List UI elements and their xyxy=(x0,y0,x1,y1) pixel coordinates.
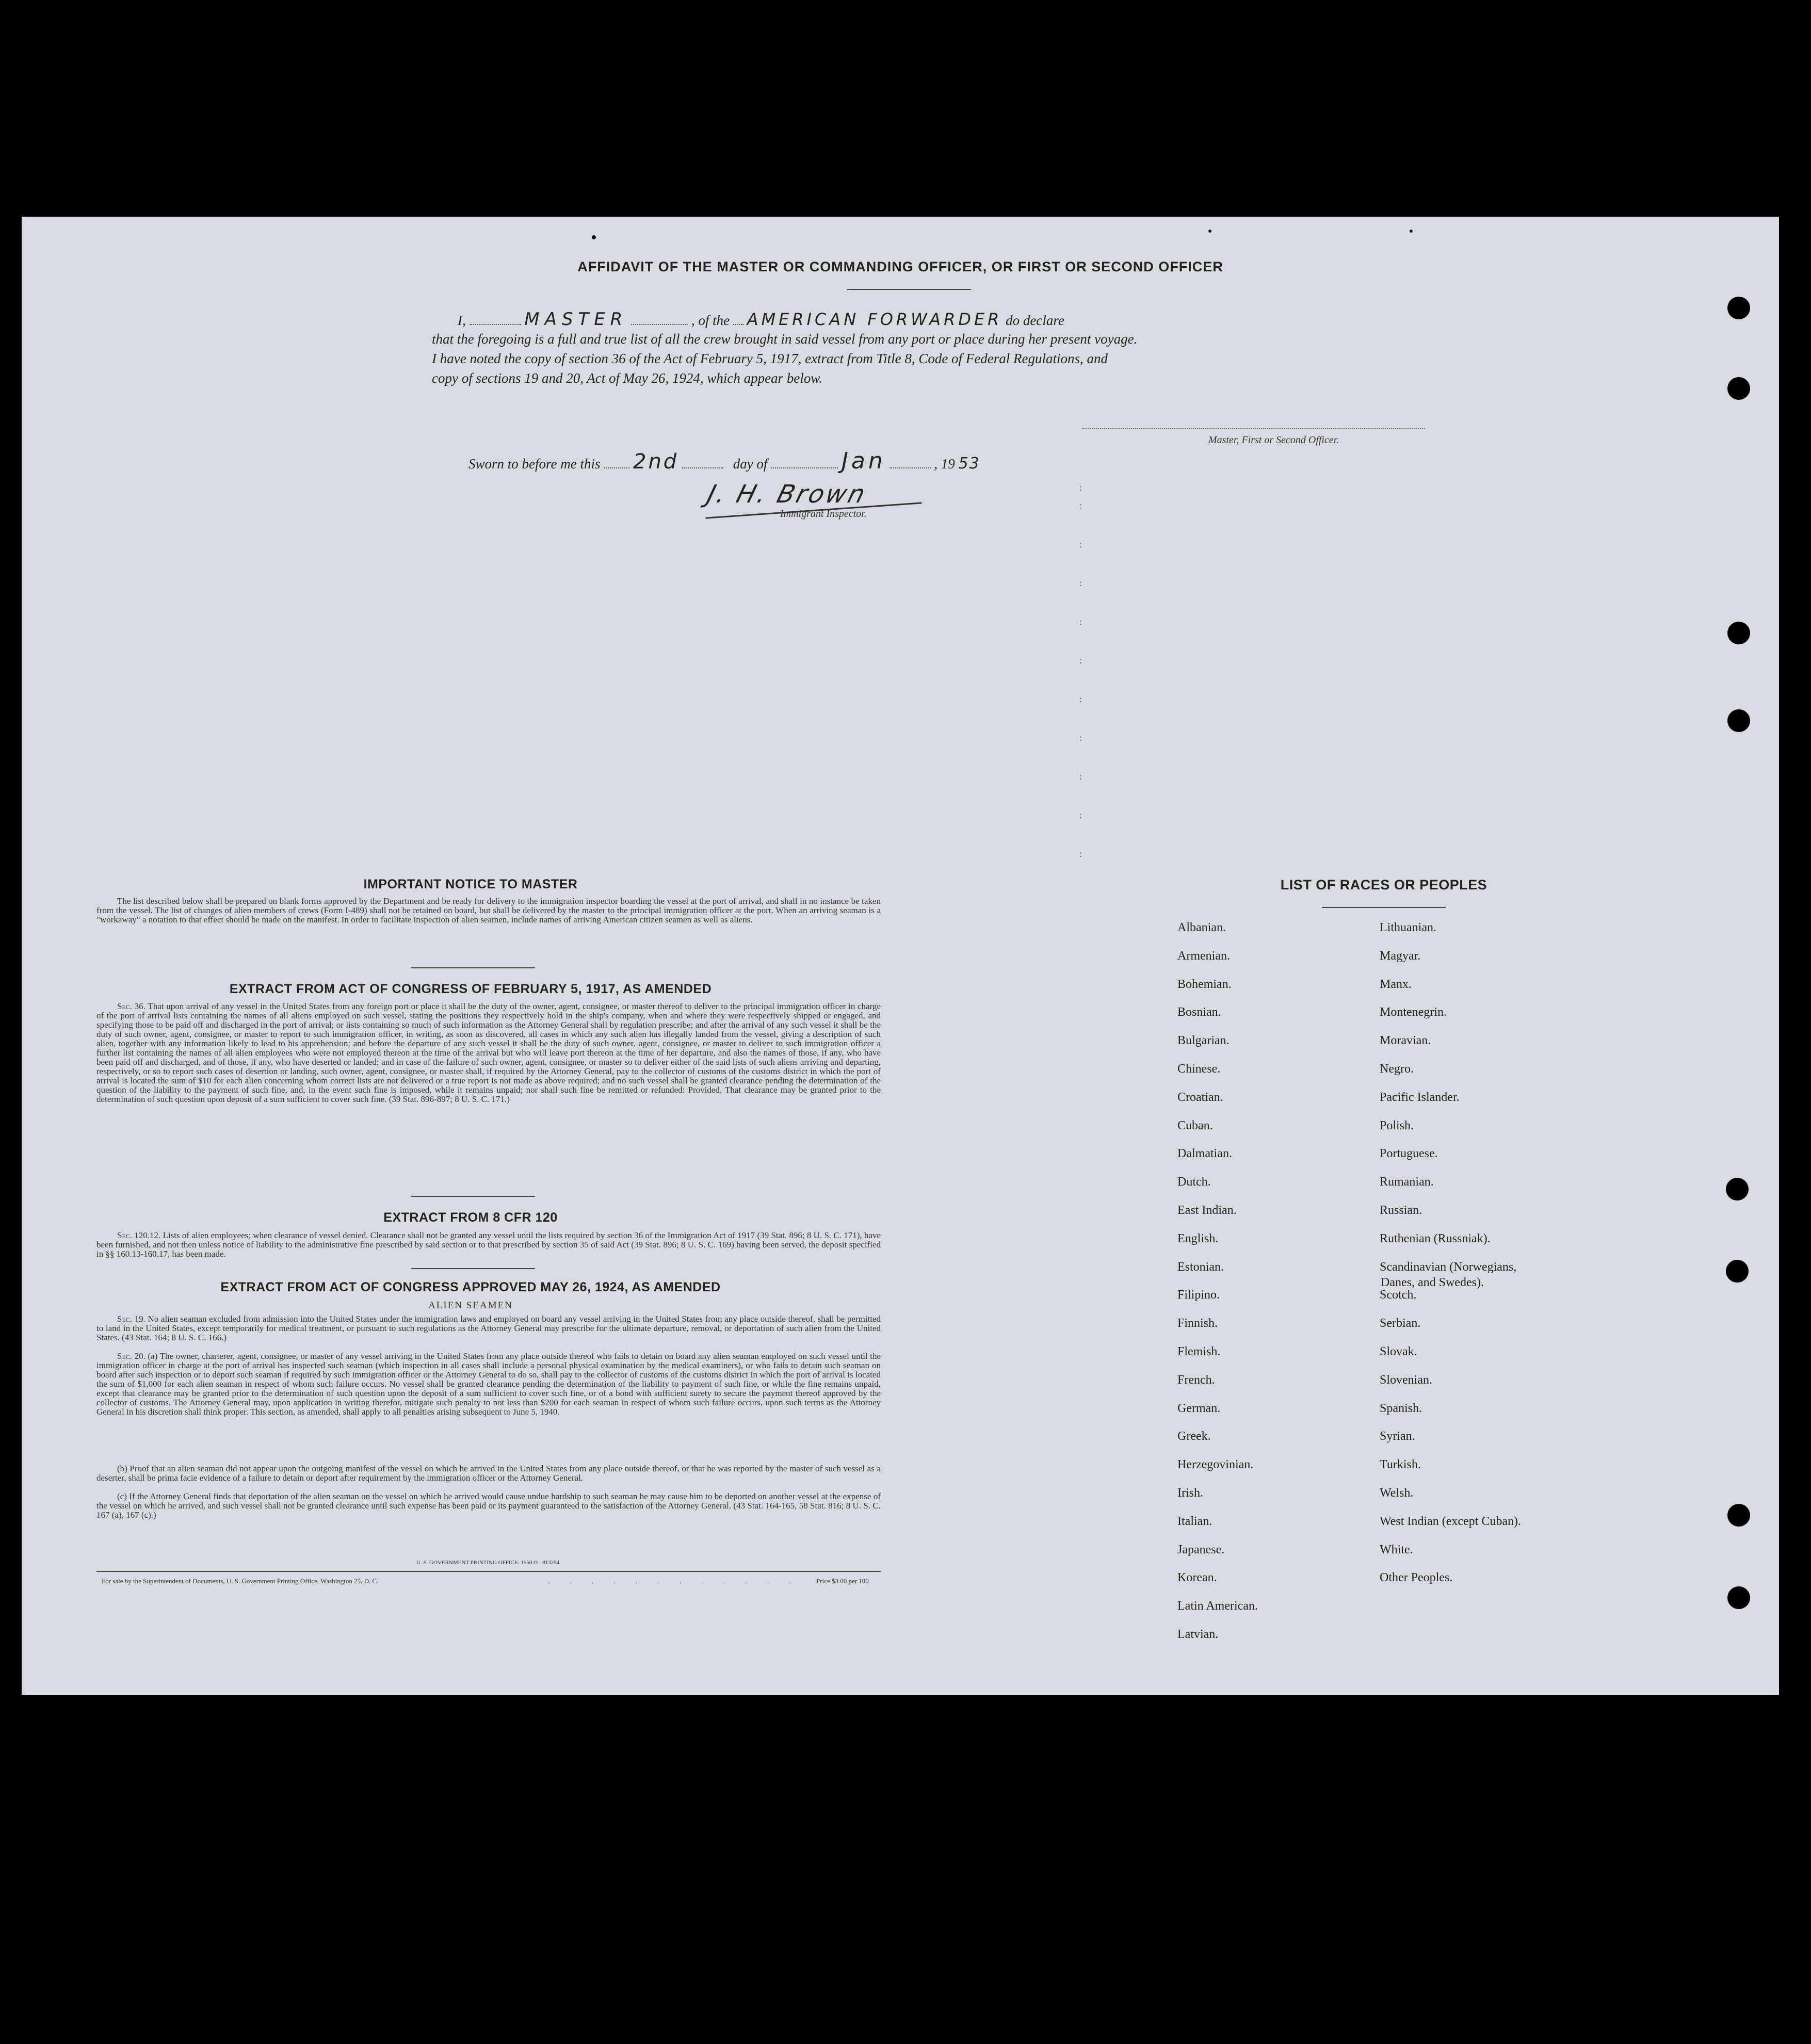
race-item: East Indian. xyxy=(1177,1204,1237,1217)
speck xyxy=(592,235,596,239)
master-signature-label: Master, First or Second Officer. xyxy=(1208,434,1339,446)
binder-hole xyxy=(1727,622,1750,644)
race-item: Armenian. xyxy=(1177,949,1230,963)
race-item: White. xyxy=(1380,1543,1413,1556)
race-item: Korean. xyxy=(1177,1571,1217,1585)
extract-1924-sec20c: (c) If the Attorney General finds that deportation of the alien seaman on the vessel on which he arrived would cause undue hardship to such seaman he may cause him to be deported on another vessel at the expense of the vessel on which he arrived, and such vessel shall not be granted clearance until such expense has been paid or its payment guaranteed to the satisfaction of the Attorney General. (43 Stat. 164-165, 58 Stat. 816; 8 U. S. C. 167 (a), 167 (c).) xyxy=(96,1491,881,1520)
race-item: Scotch. xyxy=(1380,1288,1417,1302)
extract-1924-subheading: ALIEN SEAMEN xyxy=(428,1300,513,1311)
sworn-prefix: Sworn to before me this xyxy=(468,456,601,472)
race-item: French. xyxy=(1177,1373,1215,1387)
race-item: Irish. xyxy=(1177,1486,1203,1500)
race-item: Croatian. xyxy=(1177,1090,1223,1104)
inspector-signature: J. H. Brown xyxy=(704,480,870,509)
speck xyxy=(1410,230,1413,233)
inspector-label: Immigrant Inspector. xyxy=(780,508,867,520)
race-item: Japanese. xyxy=(1177,1543,1225,1556)
race-item: Finnish. xyxy=(1177,1317,1218,1331)
gpo-imprint: U. S. GOVERNMENT PRINTING OFFICE: 1950 O - 813294 xyxy=(416,1560,560,1566)
year-handwritten: 53 xyxy=(958,455,980,473)
race-item: Cuban. xyxy=(1177,1118,1213,1132)
race-item: Rumanian. xyxy=(1380,1175,1434,1189)
race-item: Greek. xyxy=(1177,1430,1211,1443)
races-divider xyxy=(1322,907,1446,908)
race-item: Filipino. xyxy=(1177,1288,1220,1302)
race-item: Other Peoples. xyxy=(1380,1571,1453,1585)
declaration-block xyxy=(432,310,1433,392)
races-heading: LIST OF RACES OR PEOPLES xyxy=(1280,877,1487,893)
race-item: Bosnian. xyxy=(1177,1005,1221,1019)
race-item: Albanian. xyxy=(1177,921,1226,934)
race-item: Moravian. xyxy=(1380,1034,1431,1048)
extract-cfr-body: Lists of alien employees; when clearance of vessel denied. Clearance shall not be granted any vessel until the lists required by section 36 of the Immigration Act of 1917 (39 Stat. 896; 8 U. S. C. 171), have been furnished, and not then unless notice of liability to the administrative fine prescribed by said section or to that prescribed by section 35 of said Act (39 Stat. 896; 8 U. S. C. 169) having been served, the deposit specified in §§ 160.13-160.17, has been made. xyxy=(96,1230,881,1259)
year-prefix: , 19 xyxy=(934,456,955,472)
extract-cfr-sec: Sec. 120.12. xyxy=(117,1230,161,1240)
extract-cfr-divider xyxy=(411,1268,535,1269)
race-item: Ruthenian (Russniak). xyxy=(1380,1231,1491,1245)
declaration-prefix: I, xyxy=(458,313,466,328)
race-item: Manx. xyxy=(1380,977,1412,991)
binder-hole xyxy=(1727,1586,1750,1609)
race-item: Lithuanian. xyxy=(1380,921,1436,934)
race-item: Slovak. xyxy=(1380,1345,1417,1358)
race-item: Syrian. xyxy=(1380,1430,1415,1443)
notice-divider xyxy=(411,967,535,968)
speck xyxy=(1208,230,1211,233)
race-item: Herzegovinian. xyxy=(1177,1458,1254,1472)
footer-rule xyxy=(96,1571,881,1572)
race-item: Danes, and Swedes). xyxy=(1381,1275,1484,1289)
race-item: Scandinavian (Norwegians, xyxy=(1380,1260,1517,1274)
footer-right: Price $3.00 per 100 xyxy=(816,1577,869,1585)
race-item: Magyar. xyxy=(1380,949,1421,963)
race-item: Russian. xyxy=(1380,1204,1422,1217)
declaration-line-4: copy of sections 19 and 20, Act of May 26, 1924, which appear below. xyxy=(432,370,823,386)
day-of-label: day of xyxy=(733,456,768,472)
race-item: Dalmatian. xyxy=(1177,1147,1232,1161)
master-signature-line xyxy=(1082,428,1425,429)
extract-1917-text xyxy=(96,1002,881,1104)
footer-dots: . . . . . . . . . . . . xyxy=(548,1577,800,1585)
race-item: Negro. xyxy=(1380,1062,1414,1076)
race-item: Dutch. xyxy=(1177,1175,1211,1189)
do-declare-label: do declare xyxy=(1006,313,1064,328)
race-item: Montenegrin. xyxy=(1380,1005,1447,1019)
extract-1917-body: That upon arrival of any vessel in the United States from any foreign port or place it shall be the duty of the owner, agent, consignee, or master thereof to deliver to the principal immigration officer in charge of the port of arrival lists containing the names of all aliens employed on such vessel, stating the positions they respectively hold in the ship's company, when and where they were respectively shipped or engaged, and specifying those to be paid off and discharged in the port of arrival; or lists containing so much of such information as the Attorney General shall by regulation prescribe; and after the arrival of any such vessel it shall be the duty of such owner, agent, consignee, or master to report to such immigration officer, in writing, as soon as discovered, all cases in which any such alien has illegally landed from the vessel, giving a description of such alien, together with any information likely to lead to his apprehension; and before the departure of any such vessel it shall be the duty of such owner, agent, consignee, or master to deliver to such immigration officer a further list containing the names of all alien employees who were not employed thereon at the time of the arrival but who will leave port thereon at the time of her departure, and also the names of those, if any, who have been paid off and discharged, and of those, if any, who have deserted or landed; and in case of the failure of such owner, agent, consignee, or master so to deliver either of the said lists of such aliens arriving and departing, respectively, or so to report such cases of desertion or landing, such owner, agent, consignee, or master shall, if required by the Attorney General, pay to the collector of customs of the customs district in which the port of arrival is located the sum of $10 for each alien concerning whom correct lists are not delivered or a true report is not made as above required; and no such vessel shall be granted clearance pending the determination of the question of the liability to the payment of such fine, and, in the event such fine is imposed, while it remains unpaid; nor shall such fine be remitted or refunded: Provided, That clearance may be granted prior to the determination of such question upon deposit of a sum sufficient to cover such fine. (39 Stat. 896-897; 8 U. S. C. 171.) xyxy=(96,1001,881,1104)
day-handwritten: 2nd xyxy=(633,450,679,474)
vessel-name-handwritten: AMERICAN FORWARDER xyxy=(747,310,1002,329)
notice-text: The list described below shall be prepared on blank forms approved by the Department and be ready for delivery to the immigration inspector boarding the vessel at the port of arrival, and shall in no instance be taken from the vessel. The list of changes of alien members of crews (Form I-489) shall not be retained on board, but shall be delivered by the master to the principal immigration officer at the port. When an arriving seaman is a "workaway" a notation to that effect should be made on the manifest. In order to facilitate inspection of alien seamen, include names of arriving American citizen seamen as well as aliens. xyxy=(96,896,881,924)
race-item: Estonian. xyxy=(1177,1260,1224,1274)
title-divider xyxy=(847,289,971,290)
race-item: Bohemian. xyxy=(1177,977,1232,991)
extract-cfr-heading: EXTRACT FROM 8 CFR 120 xyxy=(383,1210,558,1225)
race-item: Slovenian. xyxy=(1380,1373,1432,1387)
race-item: West Indian (except Cuban). xyxy=(1380,1514,1521,1528)
race-item: Latin American. xyxy=(1177,1599,1258,1613)
binder-hole xyxy=(1727,1504,1750,1527)
race-item: Serbian. xyxy=(1380,1317,1421,1331)
binder-hole xyxy=(1727,709,1750,732)
extract-cfr-text xyxy=(96,1231,881,1259)
race-item: Latvian. xyxy=(1177,1628,1219,1641)
race-item: Pacific Islander. xyxy=(1380,1090,1460,1104)
extract-1924-sec20a: Sec. 20. (a) The owner, charterer, agent, consignee, or master of any vessel arriving in the United States from any place outside thereof who fails to detain on board any alien seaman employed on such vessel until the immigration officer in charge at the port of arrival has inspected such seaman (which inspection in all cases shall include a personal physical examination by the medical examiners), or who fails to detain such seaman on board after such inspection or to deport such seaman if required by such immigration officer or the Attorney General to do so, shall pay to the collector of customs of the customs district in which the port of arrival is located the sum of $1,000 for each alien seaman in respect of whom such failure occurs. No vessel shall be granted clearance pending the determination of the liability to payment of such fine, or while the fine remains unpaid, except that clearance may be granted prior to the determination of such question upon the deposit of a sum sufficient to cover such fine, or of a bond with sufficient surety to secure the payment thereof approved by the collector of customs. The Attorney General may, upon application in writing therefor, mitigate such penalty to not less than $200 for each seaman in respect of whom such failure occurs, upon such terms as the Attorney General in his discretion shall think proper. This section, as amended, shall apply to all penalties arising subsequent to June 5, 1940. xyxy=(96,1351,881,1417)
footer-left: For sale by the Superintendent of Documents, U. S. Government Printing Office, Washington 25, D. C. xyxy=(102,1577,379,1585)
rank-handwritten: MASTER xyxy=(524,309,628,330)
extract-1917-heading: EXTRACT FROM ACT OF CONGRESS OF FEBRUARY 5, 1917, AS AMENDED xyxy=(229,982,712,996)
race-item: Flemish. xyxy=(1177,1345,1221,1358)
race-item: Turkish. xyxy=(1380,1458,1421,1472)
race-item: Portuguese. xyxy=(1380,1147,1438,1161)
extract-1924-sec20b: (b) Proof that an alien seaman did not appear upon the outgoing manifest of the vessel on which he arrived in the United States from any place outside thereof, or that he was reported by the master of such vessel as a deserter, shall be prima facie evidence of a failure to detain or deport after requirement by the immigration officer or the Attorney General. xyxy=(96,1464,881,1483)
of-the-label: , of the xyxy=(691,313,730,328)
declaration-line-3: I have noted the copy of section 36 of the Act of February 5, 1917, extract from Title 8, Code of Federal Regulations, and xyxy=(432,351,1108,366)
race-item: German. xyxy=(1177,1401,1221,1415)
extract-1924-heading: EXTRACT FROM ACT OF CONGRESS APPROVED MAY 26, 1924, AS AMENDED xyxy=(220,1280,721,1294)
form-title: AFFIDAVIT OF THE MASTER OR COMMANDING OFFICER, OR FIRST OR SECOND OFFICER xyxy=(577,259,1223,274)
binder-hole xyxy=(1726,1260,1749,1283)
extract-1917-divider xyxy=(411,1196,535,1197)
race-item: Italian. xyxy=(1177,1514,1212,1528)
race-item: English. xyxy=(1177,1231,1219,1245)
declaration-line-2: that the foregoing is a full and true list of all the crew brought in said vessel from any port or place during her present voyage. xyxy=(432,331,1138,347)
extract-1917-sec: Sec. 36. xyxy=(117,1001,145,1011)
race-item: Chinese. xyxy=(1177,1062,1221,1076)
race-item: Polish. xyxy=(1380,1118,1414,1132)
binder-hole xyxy=(1726,1178,1749,1201)
binder-hole xyxy=(1727,377,1750,400)
binder-hole xyxy=(1727,297,1750,319)
extract-1924-sec19: Sec. 19. No alien seaman excluded from admission into the United States under the immigration laws and employed on board any vessel arriving in the United States from any place outside thereof, shall be permitted to land in the United States, except temporarily for medical treatment, or pursuant to such regulations as the Attorney General may prescribe for the ultimate departure, removal, or deportation of such alien from the United States. (43 Stat. 164; 8 U. S. C. 166.) xyxy=(96,1314,881,1342)
affidavit-form-page: AFFIDAVIT OF THE MASTER OR COMMANDING OFFICER, OR FIRST OR SECOND OFFICER I, MASTER , of the AMERICAN FORWARDER do declare that the foregoing is a full and true list of all the crew brought in said vessel from any port or place during her present voyage. I have noted the copy of section 36 of the Act of February 5, 1917, extract from Title 8, Code of Federal Regulations, and copy of sections 19 and 20, Act of May 26, 1924, which appear below. Master, First or Second Officer. Sworn to before me this 2nd day of Jan , 19 53 J. H. Brown Immigrant Inspector. : : : : : : : : : : : IMPORTANT NOTICE TO MASTER The list described below shall be prepared on blank forms approved by the Department and be ready for delivery to the immigration inspector boarding the vessel at the port of arrival, and shall in no instance be taken from the vessel. The list of changes of alien members of crews (Form I-489) shall not be retained on board, but shall be delivered by the master to the principal immigration officer at the port. When an arriving seaman is a "workaway" a notation to that effect should be made on the manifest. In order to facilitate inspection of alien seamen, include names of arriving American citizen seamen as well as aliens. EXTRACT FROM ACT OF CONGRESS OF FEBRUARY 5, 1917, AS AMENDED Sec. 36. That upon arrival of any vessel in the United States from any foreign port or place it shall be the duty of the owner, agent, consignee, or master thereof to deliver to the principal immigration officer in charge of the port of arrival lists containing the names of all aliens employed on such vessel, stating the positions they respectively hold in the ship's company, when and where they were respectively shipped or engaged, and specifying those to be paid off and discharged in the port of arrival; or lists containing so much of such information as the Attorney General shall by regulation prescribe; and after the arrival of any such vessel it shall be the duty of such owner, agent, consignee, or master to report to such immigration officer, in writing, as soon as discovered, all cases in which any such alien has illegally landed from the vessel, giving a description of such alien, together with any information likely to lead to his apprehension; and before the departure of any such vessel it shall be the duty of such owner, agent, consignee, or master to deliver to such immigration officer a further list containing the names of all alien employees who were not employed thereon at the time of the arrival but who will leave port thereon at the time of her departure, and also the names of those, if any, who have been paid off and discharged, and of those, if any, who have deserted or landed; and in case of the failure of such owner, agent, consignee, or master so to deliver either of the said lists of such aliens arriving and departing, respectively, or so to report such cases of desertion or landing, such owner, agent, consignee, or master shall, if required by the Attorney General, pay to the collector of customs of the customs district in which the port of arrival is located the sum of $10 for each alien concerning whom correct lists are not delivered or a true report is not made as above required; and no such vessel shall be granted clearance pending the determination of the question of the liability to the payment of such fine, and, in the event such fine is imposed, while it remains unpaid; nor shall such fine be remitted or refunded: Provided, That clearance may be granted prior to the determination of such question upon deposit of a sum sufficient to cover such fine. (39 Stat. 896-897; 8 U. S. C. 171.) EXTRACT FROM 8 CFR 120 Sec. 120.12. Lists of alien employees; when clearance of vessel denied. Clearance shall not be granted any vessel until the lists required by section 36 of the Immigration Act of 1917 (39 Stat. 896; 8 U. S. C. 171), have been furnished, and not then unless notice of liability to the administrative fine prescribed by said section or to that prescribed by section 35 of said Act (39 Stat. 896; 8 U. S. C. 169) having been served, the deposit specified in §§ 160.13-160.17, has been made. EXTRACT FROM ACT OF CONGRESS APPROVED MAY 26, 1924, AS AMENDED ALIEN SEAMEN Sec. 19. No alien seaman excluded from admission into the United States under the immigration laws and employed on board any vessel arriving in the United States from any place outside thereof, shall be permitted to land in the United States, except temporarily for medical treatment, or pursuant to such regulations as the Attorney General may prescribe for the ultimate departure, removal, or deportation of such alien from the United States. (43 Stat. 164; 8 U. S. C. 166.) Sec. 20. (a) The owner, charterer, agent, consignee, or master of any vessel arriving in the United States from any place outside thereof who fails to detain on board any alien seaman employed on such vessel until the immigration officer in charge at the port of arrival has inspected such seaman (which inspection in all cases shall include a personal physical examination by the medical examiners), or who fails to detain such seaman on board after such inspection or to deport such seaman if required by such immigration officer or the Attorney General to do so, shall pay to the collector of customs of the customs district in which the port of arrival is located the sum of $1,000 for each alien seaman in respect of whom such failure occurs. No vessel shall be granted clearance pending the determination of the liability to payment of such fine, or while the fine remains unpaid, except that clearance may be granted prior to the determination of such question upon the deposit of a sum sufficient to cover such fine, or of a bond with sufficient surety to secure the payment thereof approved by the collector of customs. The Attorney General may, upon application in writing therefor, mitigate such penalty to not less than $200 for each seaman in respect of whom such failure occurs, upon such terms as the Attorney General in his discretion shall think proper. This section, as amended, shall apply to all penalties arising subsequent to June 5, 1940. (b) Proof that an alien seaman did not appear upon the outgoing manifest of the vessel on which he arrived in the United States from any place outside thereof, or that he was reported by the master of such vessel as a deserter, shall be prima facie evidence of a failure to detain or deport after requirement by the immigration officer or the Attorney General. (c) If the Attorney General finds that deportation of the alien seaman on the vessel on which he arrived would cause undue hardship to such seaman he may cause him to be deported on another vessel at the expense of the vessel on which he arrived, and such vessel shall not be granted clearance until such expense has been paid or its payment guaranteed to the satisfaction of the Attorney General. (43 Stat. 164-165, 58 Stat. 816; 8 U. S. C. 167 (a), 167 (c).) U. S. GOVERNMENT PRINTING OFFICE: 1950 O - 813294 For sale by the Superintendent of Documents, U. S. Government Printing Office, Washington 25, D. C. . . . . . . . . . . . . Price $3.00 per 100 LIST OF RACES OR PEOPLES Albanian. Armenian. Bohemian. Bosnian. Bulgarian. Chinese. Croatian. Cuban. Dalmatian. Dutch. East Indian. English. Estonian. Filipino. Finnish. Flemish. French. German. Greek. Herzegovinian. Irish. Italian. Japanese. Korean. Latin American. Latvian. Lithuanian. Magyar. Manx. Montenegrin. Moravian. Negro. Pacific Islander. Polish. Portuguese. Rumanian. Russian. Ruthenian (Russniak). Scandinavian (Norwegians, Danes, and Swedes). Scotch. Serbian. Slovak. Slovenian. Spanish. Syrian. Turkish. Welsh. West Indian (except Cuban). White. Other Peoples. xyxy=(22,217,1779,1695)
month-handwritten: Jan xyxy=(841,448,886,474)
notice-heading: IMPORTANT NOTICE TO MASTER xyxy=(363,877,578,891)
race-item: Spanish. xyxy=(1380,1401,1422,1415)
race-item: Welsh. xyxy=(1380,1486,1414,1500)
race-item: Bulgarian. xyxy=(1177,1034,1230,1048)
sworn-line xyxy=(468,448,980,474)
